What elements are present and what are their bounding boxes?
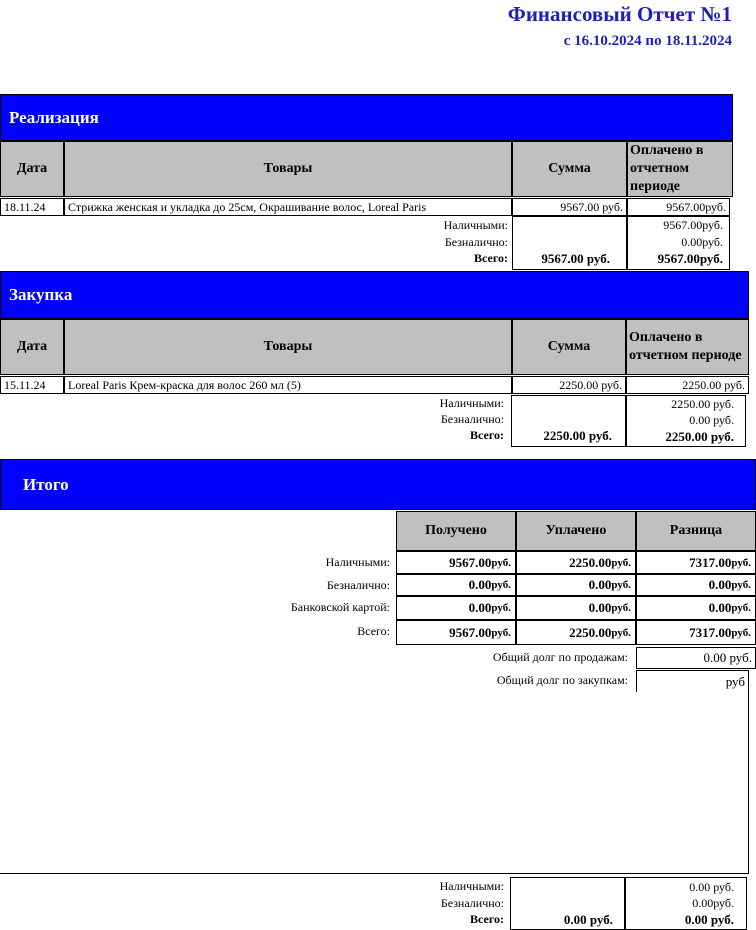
- debt-sales-label: Общий долг по продажам:: [492, 650, 628, 664]
- sales-cash-value: 9567.00руб.: [663, 218, 723, 232]
- currency-unit: руб.: [611, 556, 631, 569]
- totals-row-paid: [516, 596, 636, 620]
- currency-unit: руб.: [491, 626, 511, 639]
- sales-total-paid: 9567.00руб.: [657, 251, 723, 266]
- currency-unit: руб.: [491, 556, 511, 569]
- sales-cashless-value: 0.00руб.: [681, 235, 723, 249]
- totals-value: 2250.00: [569, 554, 612, 570]
- totals-row-diff: [636, 620, 756, 645]
- currency-unit: руб.: [491, 579, 511, 591]
- sales-row-sum: 9567.00 руб.: [512, 198, 627, 216]
- totals-row-paid: [516, 620, 636, 645]
- report-period: с 16.10.2024 по 18.11.2024: [563, 33, 732, 49]
- totals-row-diff: [636, 596, 756, 620]
- sales-col-paid: Оплачено в отчетном периоде: [627, 141, 733, 197]
- debt-sales-value: 0.00 руб.: [636, 647, 756, 669]
- currency-unit: руб.: [731, 626, 751, 639]
- purchase-row-paid: 2250.00 руб.: [626, 376, 749, 394]
- sales-total-sum: 9567.00 руб.: [541, 251, 610, 266]
- totals-value: 7317.00: [689, 624, 732, 640]
- footer-cash-value: 0.00 руб.: [689, 880, 734, 894]
- purchase-cash-value: 2250.00 руб.: [671, 397, 734, 411]
- totals-value: 9567.00: [449, 624, 492, 640]
- currency-unit: руб.: [611, 626, 631, 639]
- totals-row-received: [396, 574, 516, 596]
- currency-unit: руб.: [731, 556, 751, 569]
- page-bottom-line: [0, 873, 749, 874]
- purchase-col-goods: Товары: [64, 319, 512, 375]
- currency-unit: руб.: [731, 579, 751, 591]
- currency-unit: руб.: [611, 602, 631, 614]
- totals-row-label: Наличными:: [325, 555, 390, 569]
- currency-unit: руб.: [611, 579, 631, 591]
- totals-col-paid: Уплачено: [516, 511, 636, 551]
- purchase-total-sum: 2250.00 руб.: [543, 428, 612, 443]
- totals-value: 0.00: [588, 600, 612, 615]
- debt-purchases-value: руб: [636, 670, 749, 692]
- footer-cashless-label: Безналично:: [440, 896, 504, 910]
- sales-col-date: Дата: [0, 141, 64, 197]
- sales-total-label: Всего:: [474, 251, 508, 265]
- totals-col-diff: Разница: [636, 511, 756, 551]
- totals-value: 0.00: [708, 600, 732, 615]
- totals-value: 2250.00: [569, 624, 612, 640]
- purchase-total-label: Всего:: [470, 428, 504, 442]
- totals-row-label: Безналично:: [326, 578, 390, 592]
- purchase-total-paid: 2250.00 руб.: [665, 429, 734, 444]
- purchase-section-header: Закупка: [0, 271, 749, 319]
- totals-value: 7317.00: [689, 554, 732, 570]
- totals-row-received: [396, 551, 516, 574]
- sales-col-goods: Товары: [64, 141, 512, 197]
- totals-value: 0.00: [588, 577, 612, 592]
- footer-cashless-value: 0.00руб.: [692, 896, 734, 910]
- totals-row-diff: [636, 574, 756, 596]
- purchase-cashless-label: Безналично:: [440, 412, 504, 426]
- totals-row-label: Всего:: [357, 624, 390, 638]
- purchase-cashless-value: 0.00 руб.: [689, 413, 734, 427]
- page-edge-line: [748, 690, 749, 874]
- debt-purchases-label: Общий долг по закупкам:: [496, 673, 628, 687]
- totals-value: 0.00: [468, 577, 492, 592]
- purchase-row-sum: 2250.00 руб.: [512, 376, 626, 394]
- purchase-col-date: Дата: [0, 319, 64, 375]
- totals-section-header: Итого: [0, 459, 756, 510]
- totals-row-paid: [516, 551, 636, 574]
- footer-cash-label: Наличными:: [439, 879, 504, 893]
- totals-col-received: Получено: [396, 511, 516, 551]
- totals-row-diff: [636, 551, 756, 574]
- purchase-row-date: 15.11.24: [0, 376, 64, 394]
- sales-section-header: Реализация: [0, 94, 733, 141]
- totals-row-paid: [516, 574, 636, 596]
- sales-cash-label: Наличными:: [443, 218, 508, 232]
- purchase-col-paid: Оплачено в отчетном периоде: [626, 319, 749, 375]
- purchase-col-sum: Сумма: [512, 319, 626, 375]
- currency-unit: руб.: [731, 602, 751, 614]
- sales-col-sum: Сумма: [512, 141, 627, 197]
- purchase-row-goods: Loreal Paris Крем-краска для волос 260 мл (5): [64, 376, 512, 394]
- sales-cashless-label: Безналично:: [444, 235, 508, 249]
- purchase-cash-label: Наличными:: [439, 396, 504, 410]
- currency-unit: руб.: [491, 602, 511, 614]
- totals-row-label: Банковской картой:: [290, 600, 390, 614]
- report-title: Финансовый Отчет №1: [507, 2, 732, 26]
- sales-row-date: 18.11.24: [0, 198, 64, 216]
- totals-value: 0.00: [708, 577, 732, 592]
- sales-row-goods: Стрижка женская и укладка до 25см, Окрашивание волос, Loreal Paris: [64, 198, 512, 216]
- footer-total-label: Всего:: [470, 912, 504, 926]
- totals-row-received: [396, 596, 516, 620]
- sales-row-paid: 9567.00руб.: [627, 198, 730, 216]
- footer-total-sum: 0.00 руб.: [563, 912, 613, 927]
- totals-row-received: [396, 620, 516, 645]
- totals-value: 0.00: [468, 600, 492, 615]
- totals-value: 9567.00: [449, 554, 492, 570]
- footer-total-paid: 0.00 руб.: [684, 912, 734, 927]
